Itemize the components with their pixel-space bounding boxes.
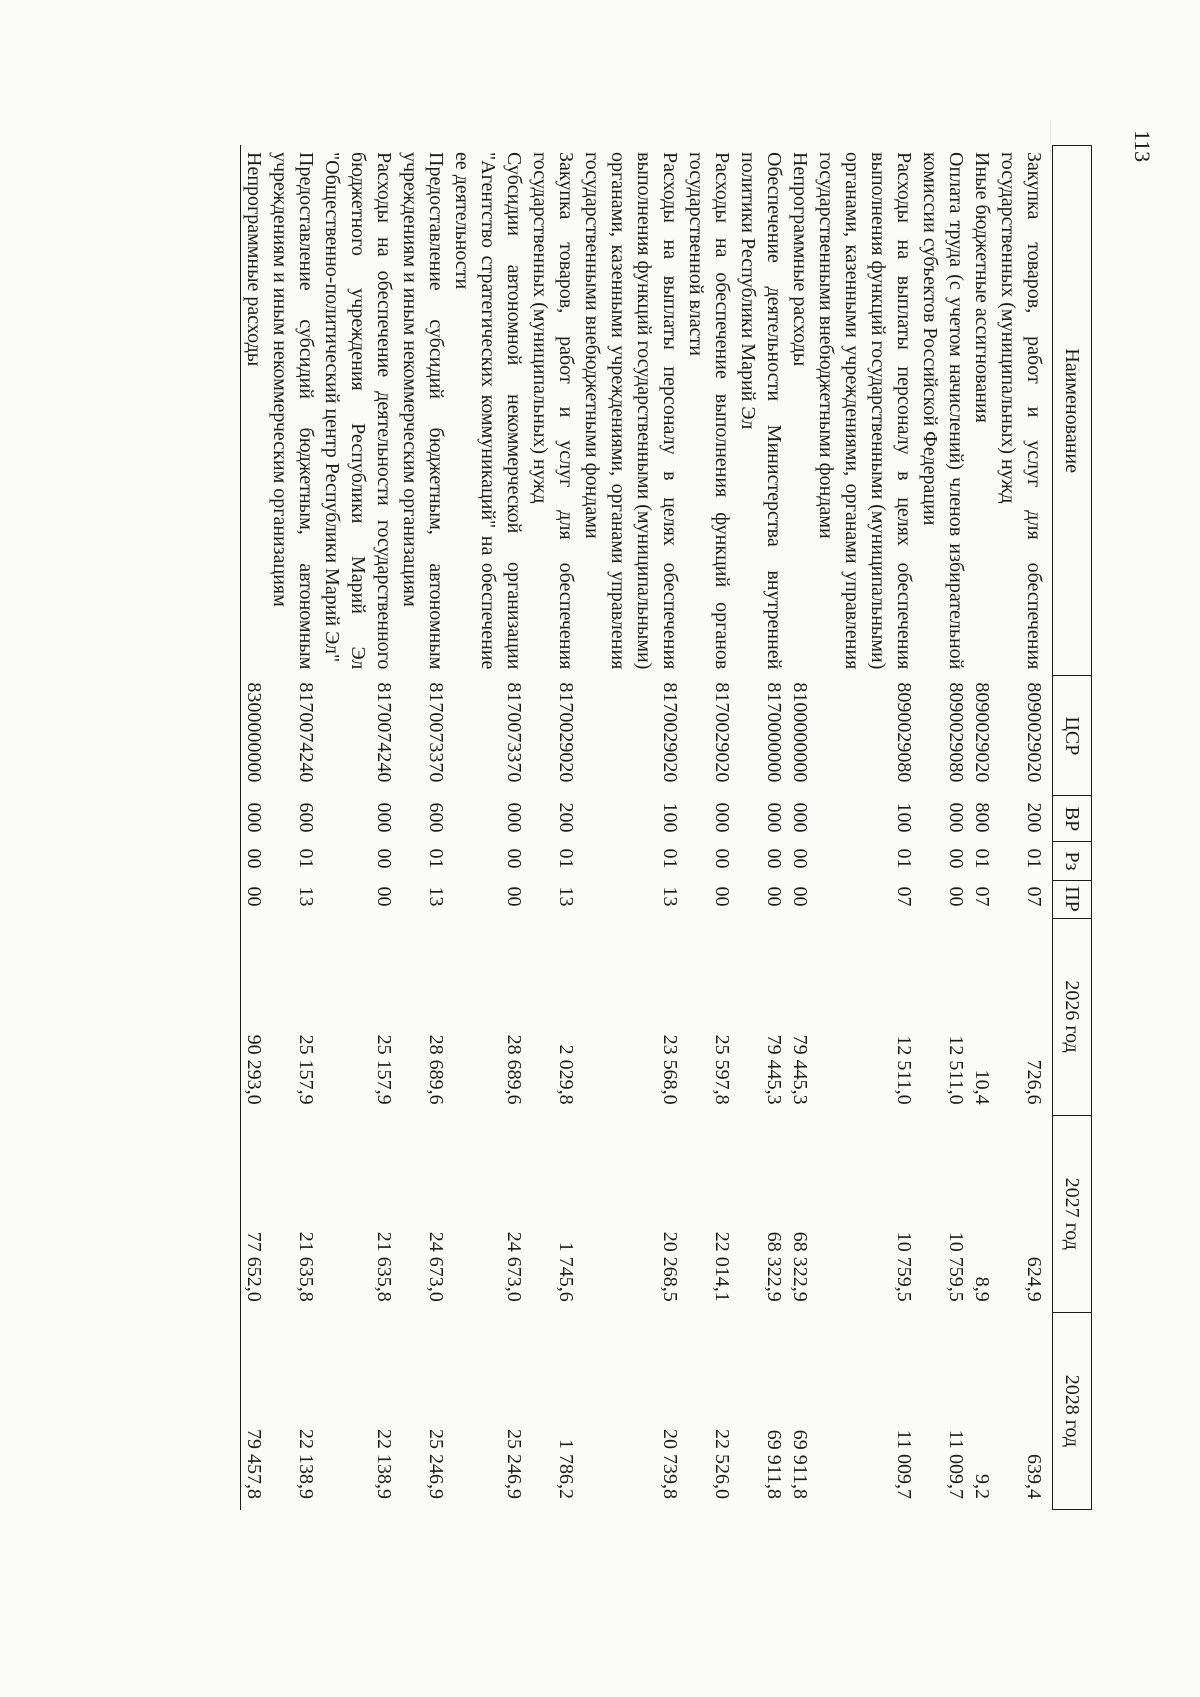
table-row: [995, 146, 1053, 1510]
cell-vr: 000: [503, 802, 525, 833]
cell-csr: 8170029020: [659, 682, 681, 783]
cell-vr: 200: [1023, 802, 1045, 833]
cell-vr: 000: [789, 802, 811, 833]
cell-y2028: 22 138,9: [295, 1429, 317, 1499]
cell-y2028: 25 246,9: [503, 1429, 525, 1499]
cell-y2026: 28 689,6: [425, 1034, 447, 1105]
cell-y2027: 10 759,5: [945, 1231, 967, 1302]
header-pr: ПР: [1053, 880, 1092, 918]
table-row: [449, 146, 527, 1510]
cell-y2028: 639,4: [1023, 1454, 1045, 1499]
cell-name: Расходы на выплаты персоналу в целях обеспечения выполнения функций государственными (муниципальными) органами, казенными учреждениями, органами управления государственными внебюджетными фондами: [581, 152, 681, 670]
cell-pr: 13: [295, 886, 317, 907]
budget-table: [240, 145, 1092, 1510]
cell-y2026: 25 597,8: [711, 1034, 733, 1105]
cell-vr: 100: [893, 802, 915, 833]
cell-y2028: 69 911,8: [789, 1429, 811, 1499]
cell-y2027: 1 745,6: [555, 1241, 577, 1302]
cell-rz: 01: [1023, 848, 1045, 869]
cell-y2027: 24 673,0: [425, 1231, 447, 1302]
cell-y2026: 12 511,0: [945, 1035, 967, 1105]
cell-name: Обеспечение деятельности Министерства внутренней политики Республики Марий Эл: [737, 152, 785, 670]
cell-y2026: 28 689,6: [503, 1034, 525, 1105]
cell-y2026: 726,6: [1023, 1059, 1045, 1105]
cell-rz: 00: [763, 848, 785, 869]
cell-pr: 00: [789, 886, 811, 907]
cell-y2027: 10 759,5: [893, 1231, 915, 1302]
cell-y2027: 68 322,9: [763, 1231, 785, 1302]
table-row: [917, 146, 969, 1510]
cell-vr: 000: [945, 802, 967, 833]
cell-csr: 8100000000: [789, 682, 811, 783]
cell-vr: 100: [659, 802, 681, 833]
cell-pr: 00: [763, 886, 785, 907]
cell-name: Субсидии автономной некоммерческой организации "Агентство стратегических коммуникаций" на обеспечение ее деятельности: [451, 152, 525, 670]
cell-name: Расходы на обеспечение деятельности государственного бюджетного учреждения Республики Марий Эл "Общественно-политический центр Республики Марий Эл": [321, 152, 395, 670]
cell-vr: 600: [295, 802, 317, 833]
cell-y2027: 624,9: [1023, 1256, 1045, 1302]
cell-y2028: 11 009,7: [945, 1429, 967, 1499]
cell-name: Непрограммные расходы: [789, 152, 811, 367]
cell-csr: 8090029080: [945, 682, 967, 783]
cell-rz: 00: [789, 848, 811, 869]
cell-y2028: 79 457,8: [241, 1312, 268, 1509]
cell-rz: 00: [503, 848, 525, 869]
cell-name: Предоставление субсидий бюджетным, автономным учреждениям и иным некоммерческим организациям: [399, 152, 447, 670]
header-2028: 2028 год: [1053, 1312, 1092, 1509]
header-vr: ВР: [1053, 796, 1092, 842]
cell-pr: 07: [893, 886, 915, 907]
cell-y2027: 22 014,1: [711, 1231, 733, 1302]
cell-y2028: 22 138,9: [373, 1429, 395, 1499]
cell-rz: 01: [555, 848, 577, 869]
cell-rz: 01: [659, 848, 681, 869]
table-row: [787, 146, 813, 1510]
cell-pr: 13: [555, 886, 577, 907]
cell-csr: 8090029020: [1023, 682, 1045, 783]
cell-pr: 00: [945, 886, 967, 907]
table-row: [969, 146, 995, 1510]
cell-pr: 00: [503, 886, 525, 907]
table-row: [267, 146, 319, 1510]
table-row: [735, 146, 787, 1510]
cell-vr: 000: [763, 802, 785, 833]
cell-csr: 8170029020: [555, 682, 577, 783]
header-2026: 2026 год: [1053, 918, 1092, 1115]
cell-y2026: 25 157,9: [373, 1034, 395, 1105]
cell-pr: 00: [711, 886, 733, 907]
cell-vr: 200: [555, 802, 577, 833]
cell-rz: 01: [893, 848, 915, 869]
cell-y2027: 21 635,8: [373, 1231, 395, 1302]
cell-name: Расходы на выплаты персоналу в целях обеспечения выполнения функций государственными (муниципальными) органами, казенными учреждениями, органами управления государственными внебюджетными фондами: [815, 152, 915, 670]
table-row: [397, 146, 449, 1510]
table-row: [241, 146, 268, 1510]
header-csr: ЦСР: [1053, 676, 1092, 796]
cell-vr: 000: [711, 802, 733, 833]
cell-y2026: 79 445,3: [763, 1034, 785, 1105]
cell-y2026: 25 157,9: [295, 1034, 317, 1105]
table-header: [1053, 146, 1092, 1510]
cell-csr: 8090029080: [893, 682, 915, 783]
cell-y2027: 68 322,9: [789, 1231, 811, 1302]
cell-y2028: 20 739,8: [659, 1429, 681, 1499]
cell-pr: 07: [971, 886, 993, 907]
cell-rz: 00: [945, 848, 967, 869]
cell-y2028: 25 246,9: [425, 1429, 447, 1499]
cell-vr: 600: [425, 802, 447, 833]
cell-y2027: 24 673,0: [503, 1231, 525, 1302]
cell-y2026: 90 293,0: [241, 918, 268, 1115]
cell-y2026: 12 511,0: [893, 1035, 915, 1105]
cell-y2028: 22 526,0: [711, 1429, 733, 1499]
table-row: [527, 146, 579, 1510]
cell-rz: 01: [971, 848, 993, 869]
budget-table-container: [172, 145, 1092, 1510]
header-row: [1053, 146, 1092, 1510]
cell-y2028: 69 911,8: [763, 1429, 785, 1499]
cell-vr: 000: [241, 796, 268, 842]
header-2027: 2027 год: [1053, 1115, 1092, 1312]
header-name: Наименование: [1053, 146, 1092, 676]
cell-rz: 00: [373, 848, 395, 869]
cell-rz: 00: [241, 842, 268, 880]
cell-name: Закупка товаров, работ и услуг для обеспечения государственных (муниципальных) нужд: [529, 152, 577, 670]
cell-pr: 13: [425, 886, 447, 907]
cell-name: Иные бюджетные ассигнования: [971, 152, 993, 423]
cell-vr: 000: [373, 802, 395, 833]
table-row: [813, 146, 917, 1510]
cell-pr: 13: [659, 886, 681, 907]
page-number: 113: [1130, 130, 1155, 163]
cell-csr: 8170073370: [425, 682, 447, 783]
cell-y2027: 21 635,8: [295, 1231, 317, 1302]
cell-name: Расходы на обеспечение выполнения функций органов государственной власти: [685, 152, 733, 670]
cell-y2027: 77 652,0: [241, 1115, 268, 1312]
cell-y2027: 20 268,5: [659, 1231, 681, 1302]
cell-rz: 01: [425, 848, 447, 869]
cell-y2028: 9,2: [971, 1474, 993, 1499]
cell-name: Предоставление субсидий бюджетным, автономным учреждениям и иным некоммерческим организациям: [269, 152, 317, 670]
cell-pr: 07: [1023, 886, 1045, 907]
cell-pr: 00: [373, 886, 395, 907]
cell-y2026: 10,4: [971, 1069, 993, 1105]
header-rz: Рз: [1053, 842, 1092, 880]
cell-y2026: 2 029,8: [555, 1044, 577, 1105]
cell-csr: 8170073370: [503, 682, 525, 783]
cell-name: Оплата труда (с учетом начислений) членов избирательной комиссии субъектов Российской Федерации: [919, 152, 967, 670]
cell-csr: 8170074240: [295, 682, 317, 783]
table-row: [319, 146, 397, 1510]
cell-csr: 8300000000: [241, 676, 268, 796]
table-row: [579, 146, 683, 1510]
cell-name: Непрограммные расходы: [241, 146, 268, 676]
cell-rz: 00: [711, 848, 733, 869]
cell-vr: 800: [971, 802, 993, 833]
cell-csr: 8170029020: [711, 682, 733, 783]
table-row: [683, 146, 735, 1510]
cell-y2026: 23 568,0: [659, 1034, 681, 1105]
cell-pr: 00: [241, 880, 268, 918]
cell-rz: 01: [295, 848, 317, 869]
table-body: [241, 146, 1053, 1510]
cell-csr: 8090029020: [971, 682, 993, 783]
cell-y2026: 79 445,3: [789, 1034, 811, 1105]
cell-name: Закупка товаров, работ и услуг для обеспечения государственных (муниципальных) нужд: [997, 152, 1045, 670]
cell-csr: 8170074240: [373, 682, 395, 783]
cell-y2028: 1 786,2: [555, 1439, 577, 1499]
scan-artifact: [1050, 120, 1051, 160]
cell-y2028: 11 009,7: [893, 1429, 915, 1499]
cell-y2027: 8,9: [971, 1276, 993, 1302]
cell-csr: 8170000000: [763, 682, 785, 783]
